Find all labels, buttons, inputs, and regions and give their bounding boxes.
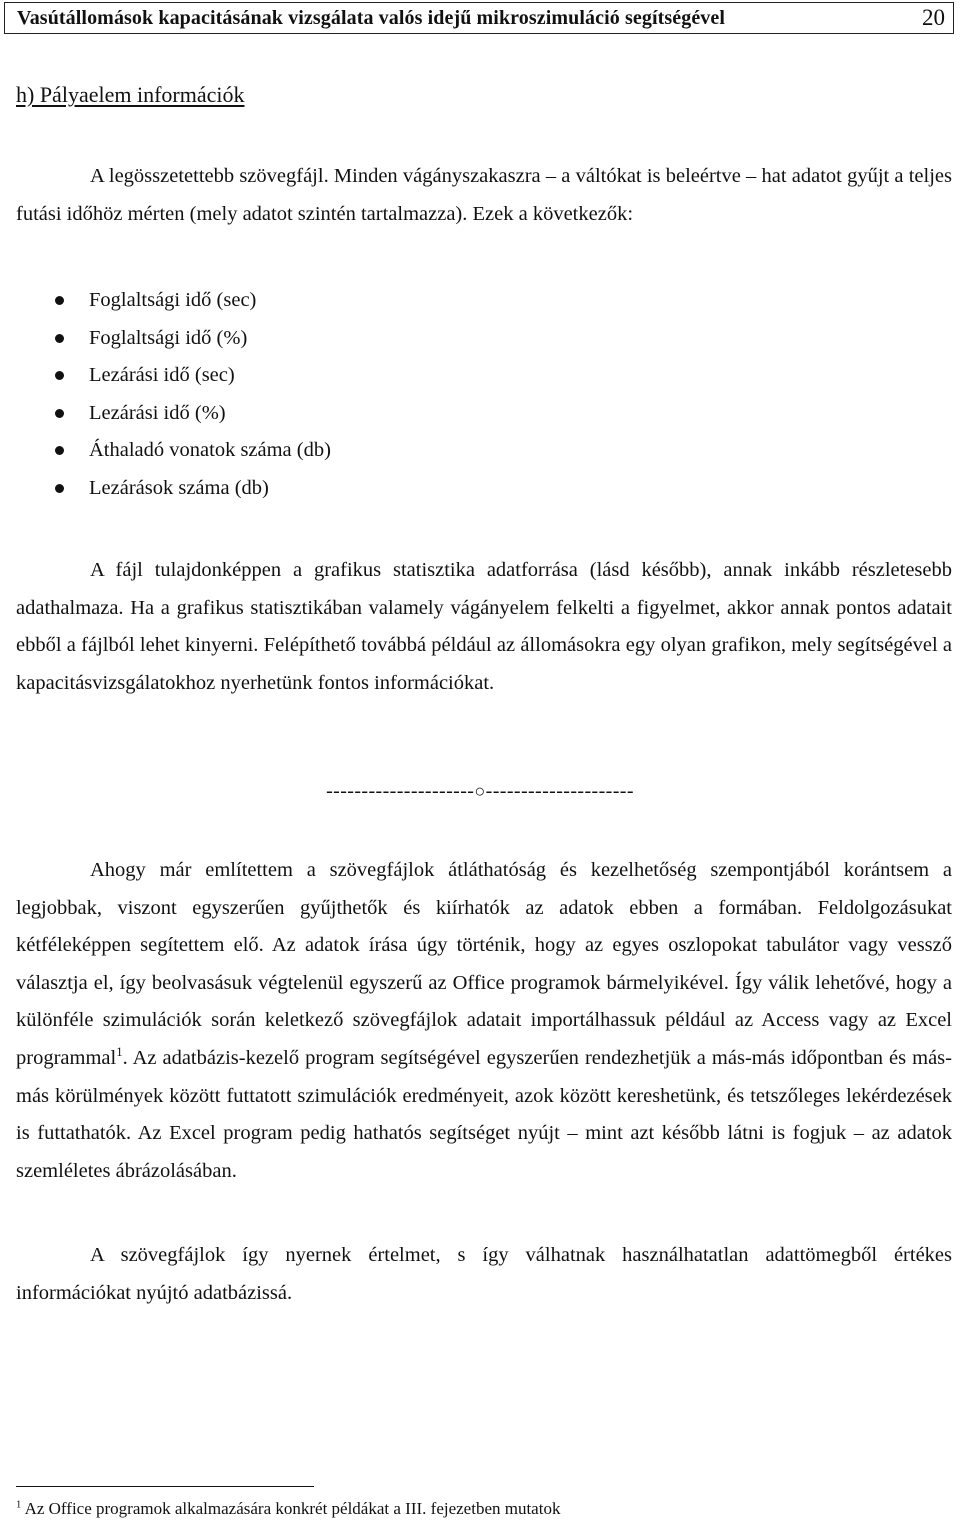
bullet-icon (55, 446, 64, 455)
separator-circle-icon: ○ (474, 781, 486, 801)
list-item (0, 395, 960, 433)
paragraph-data-source: A fájl tulajdonképpen a grafikus statisztika adatforrása (lásd később), annak inkább részletesebb adathalmaza. Ha a grafikus statisztikában valamely vágányelem felkelti a figyelmet, akkor annak pontos adatait ebből a fájlból lehet kinyerni. Felépíthető továbbá például az állomásokra egy olyan grafikon, mely segítségével a kapacitásvizsgálatokhoz nyerhetünk fontos információkat. (16, 559, 952, 694)
paragraph-intro: A legösszetettebb szövegfájl. Minden vágányszakaszra – a váltókat is beleértve – hat adatot gyűjt a teljes futási időhöz mérten (mely adatot szintén tartalmazza). Ezek a következők: (16, 165, 952, 225)
list-item-label: Lezárási idő (%) (89, 401, 226, 424)
page-number: 20 (922, 5, 945, 30)
page-header (4, 2, 954, 34)
paragraph-text-after-note: . Az adatbázis-kezelő program segítségével egyszerűen rendezhetjük a más-más időpontban és más-más körülmények között futtatott szimulációk eredményeit, azok között kereshetünk, és tetszőleges lekérdezések is futtathatók. Az Excel program pedig hathatós segítséget nyújt – mint azt később látni is fogjuk – az adatok szemléletes ábrázolásában. (16, 1046, 952, 1182)
list-item-label: Foglaltsági idő (sec) (89, 289, 257, 311)
section-separator (0, 780, 960, 803)
footnote-text: Az Office programok alkalmazására konkrét példákat a III. fejezetben mutatok (24, 1499, 561, 1518)
list-item-label: Lezárási idő (sec) (89, 364, 235, 386)
paragraph-text-before-note: Ahogy már említettem a szövegfájlok átláthatóság és kezelhetőség szempontjából korántsem a legjobbak, viszont egyszerűen gyűjthetők és kiírhatók az adatok ebben a formában. Feldolgozásukat kétféleképpen segítettem elő. Az adatok írása úgy történik, hogy az egyes oszlopokat tabulátor vagy vessző választja el, így beolvasásuk végtelenül egyszerű az Office programok bármelyikével. Így válik lehetővé, hogy a különféle szimulációk során keletkező szövegfájlok adatait importálhassuk például az Access vagy az Excel programmal (16, 859, 952, 1069)
bullet-icon (55, 371, 64, 380)
paragraph-conclusion: A szövegfájlok így nyernek értelmet, s így válhatnak használhatatlan adattömegből értékes információkat nyújtó adatbázissá. (16, 1244, 952, 1304)
footnote (16, 1494, 560, 1524)
list-item (0, 357, 960, 395)
list-item-label: Lezárások száma (db) (89, 476, 269, 499)
bullet-icon (55, 334, 64, 343)
paragraph-processing (16, 852, 952, 1190)
list-item-label: Foglaltsági idő (%) (89, 326, 248, 349)
bullet-icon (55, 484, 64, 493)
bullet-icon (55, 409, 64, 418)
header-title: Vasútállomások kapacitásának vizsgálata valós idejű mikroszimuláció segítségével (17, 6, 726, 29)
footnote-number: 1 (16, 1499, 22, 1511)
footnote-divider (16, 1486, 314, 1487)
bullet-list (0, 282, 960, 507)
list-item (0, 282, 960, 320)
bullet-icon (55, 296, 64, 305)
section-heading: h) Pályaelem információk (16, 82, 245, 107)
list-item-label: Áthaladó vonatok száma (db) (89, 439, 331, 461)
list-item (0, 470, 960, 508)
separator-dashes-left: --------------------- (326, 780, 475, 802)
footnote-reference: 1 (116, 1045, 123, 1060)
separator-dashes-right: --------------------- (485, 780, 634, 802)
list-item (0, 432, 960, 470)
list-item (0, 320, 960, 358)
